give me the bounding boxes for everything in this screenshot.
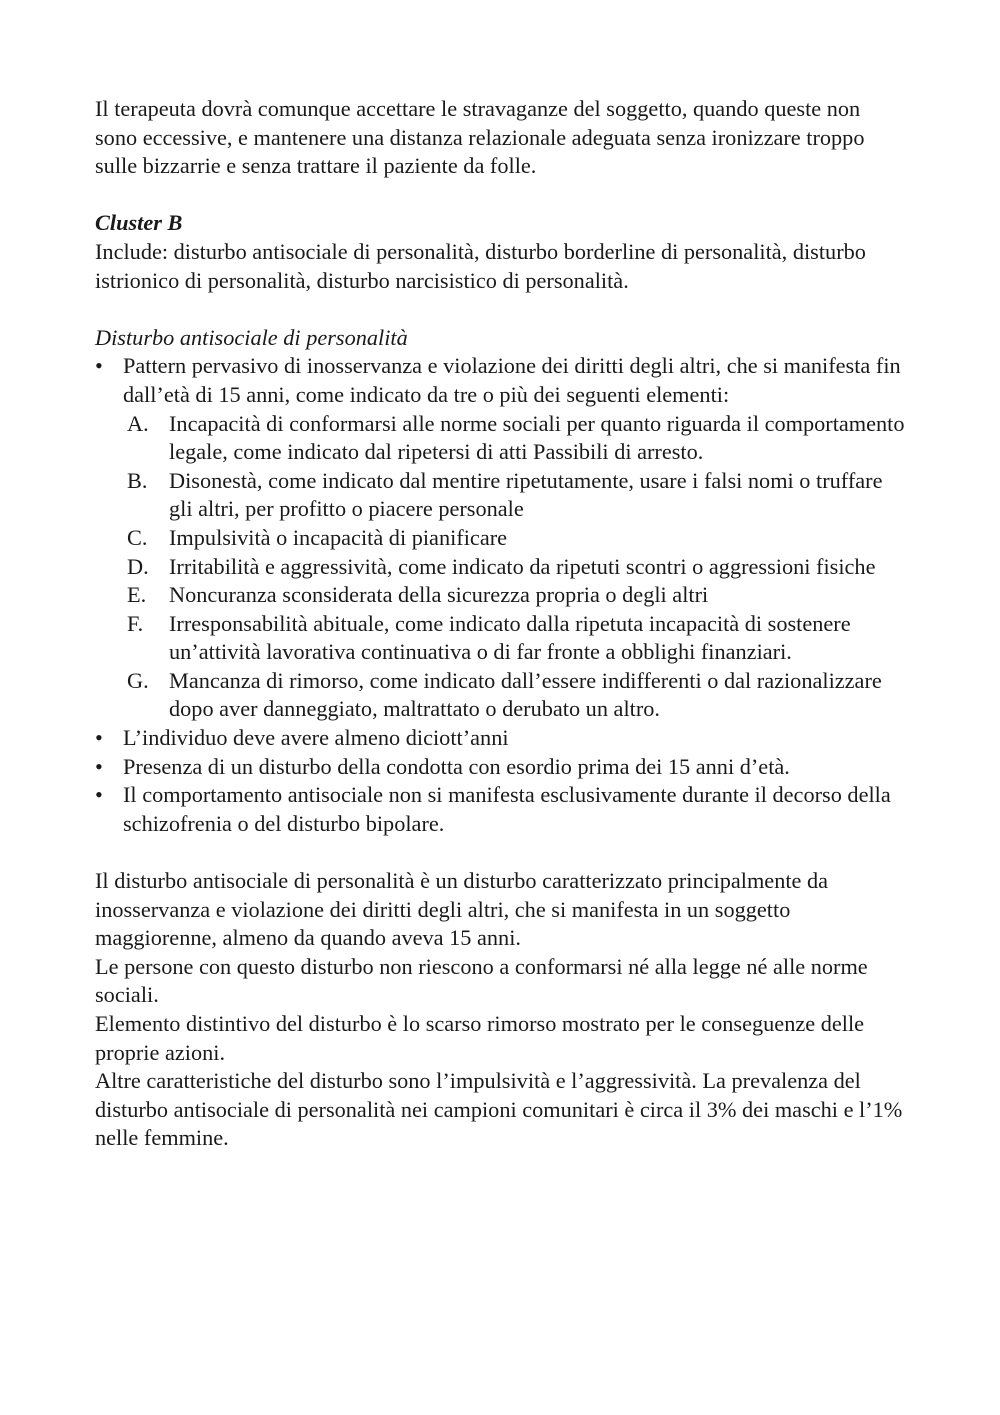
criterion-text: Incapacità di conformarsi alle norme sociali per quanto riguarda il comportamento legale, come indicato dal ripetersi di atti Passibili di arresto. xyxy=(169,410,905,465)
criterion-text: Mancanza di rimorso, come indicato dall’essere indifferenti o dal razionalizzare dopo aver danneggiato, maltrattato o derubato un altro. xyxy=(169,667,882,722)
criterion-item xyxy=(127,553,907,582)
bullet-text: Pattern pervasivo di inosservanza e violazione dei diritti degli altri, che si manifesta fin dall’età di 15 anni, come indicato da tre o più dei seguenti elementi: xyxy=(123,353,901,407)
criterion-letter: D. xyxy=(127,553,149,579)
criterion-letter: B. xyxy=(127,467,148,493)
criterion-text: Disonestà, come indicato dal mentire ripetutamente, usare i falsi nomi o truffare gli altri, per profitto o piacere personale xyxy=(169,467,883,522)
closing-paragraph: Il disturbo antisociale di personalità è un disturbo caratterizzato principalmente da inosservanza e violazione dei diritti degli altri, che si manifesta in un soggetto maggiorenne, almeno da quando aveva 15 anni. xyxy=(95,868,829,951)
criterion-item xyxy=(127,410,907,467)
cluster-title: Cluster B xyxy=(95,210,183,236)
spacer xyxy=(95,181,907,210)
bullet-text: Presenza di un disturbo della condotta con esordio prima dei 15 anni d’età. xyxy=(123,753,790,779)
criterion-item xyxy=(127,467,907,524)
criterion-letter: G. xyxy=(127,667,149,693)
cluster-includes: Include: disturbo antisociale di personalità, disturbo borderline di personalità, disturbo istrionico di personalità, disturbo narcisistico di personalità. xyxy=(95,238,866,293)
criteria-letter-list xyxy=(95,410,907,725)
criterion-text: Irresponsabilità abituale, come indicato dalla ripetuta incapacità di sostenere un’attività lavorativa continuativa o di far fronte a obblighi finanziari. xyxy=(169,610,851,665)
criterion-item xyxy=(127,524,907,553)
spacer xyxy=(95,295,907,324)
bullet-item xyxy=(95,753,907,782)
criterion-text: Irritabilità e aggressività, come indicato da ripetuti scontri o aggressioni fisiche xyxy=(169,553,876,579)
spacer xyxy=(95,838,907,867)
criterion-text: Noncuranza sconsiderata della sicurezza propria o degli altri xyxy=(169,582,709,608)
criterion-item xyxy=(127,581,907,610)
criterion-letter: E. xyxy=(127,582,147,608)
intro-paragraph: Il terapeuta dovrà comunque accettare le stravaganze del soggetto, quando queste non sono eccessive, e mantenere una distanza relazionale adeguata senza ironizzare troppo sulle bizzarrie e senza trattare il paziente da folle. xyxy=(95,96,865,179)
bullet-icon: • xyxy=(95,753,103,779)
bullet-text: Il comportamento antisociale non si manifesta esclusivamente durante il decorso della schizofrenia o del disturbo bipolare. xyxy=(123,782,891,836)
criteria-bullet-list xyxy=(95,352,907,409)
bullet-item xyxy=(95,781,907,838)
bullet-item xyxy=(95,352,907,409)
closing-paragraph: Altre caratteristiche del disturbo sono l’impulsività e l’aggressività. La prevalenza del disturbo antisociale di personalità nei campioni comunitari è circa il 3% dei maschi e l’1% nelle femmine. xyxy=(95,1068,903,1151)
document-page xyxy=(95,95,907,1153)
bullet-icon: • xyxy=(95,782,103,808)
criterion-item xyxy=(127,610,907,667)
criterion-item xyxy=(127,667,907,724)
criterion-text: Impulsività o incapacità di pianificare xyxy=(169,524,508,550)
closing-paragraph: Elemento distintivo del disturbo è lo scarso rimorso mostrato per le conseguenze delle proprie azioni. xyxy=(95,1011,865,1065)
criterion-letter: C. xyxy=(127,524,148,550)
bullet-text: L’individuo deve avere almeno diciott’anni xyxy=(123,725,509,751)
criterion-letter: F. xyxy=(127,610,144,636)
bullet-icon: • xyxy=(95,725,103,751)
closing-paragraph: Le persone con questo disturbo non riescono a conformarsi né alla legge né alle norme sociali. xyxy=(95,953,868,1008)
criterion-letter: A. xyxy=(127,410,149,436)
bullet-item xyxy=(95,724,907,753)
section-title: Disturbo antisociale di personalità xyxy=(95,324,408,350)
bullet-icon: • xyxy=(95,353,103,379)
criteria-bullet-list xyxy=(95,724,907,838)
